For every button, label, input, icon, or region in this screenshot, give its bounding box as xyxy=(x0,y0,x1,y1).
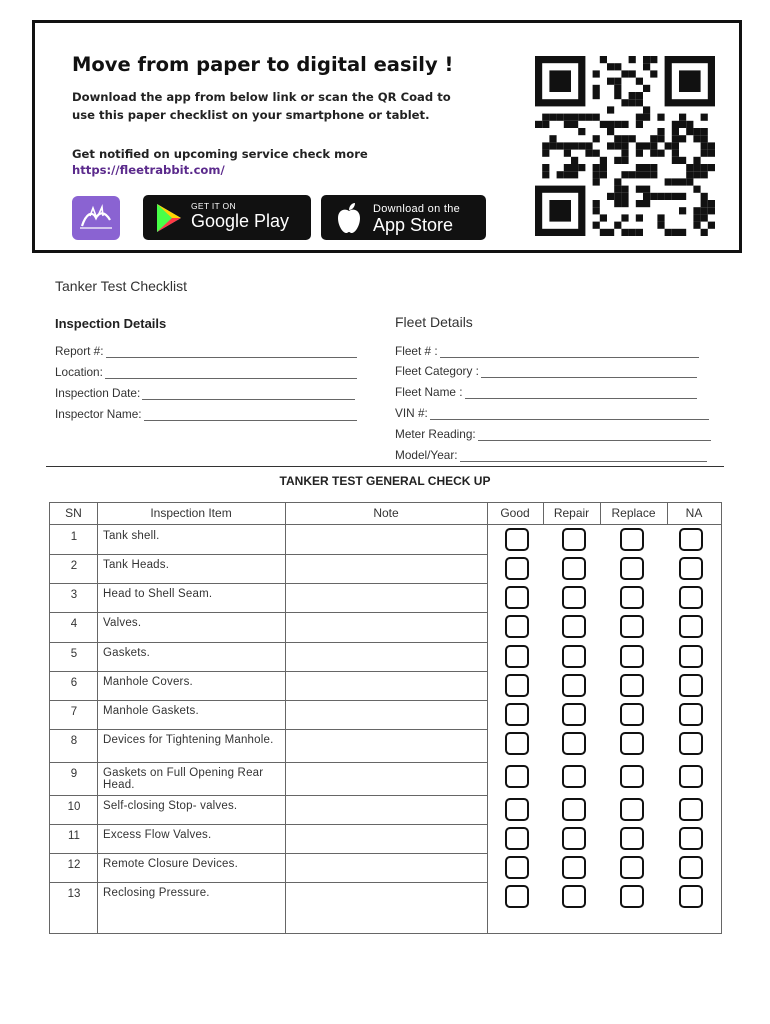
na-checkbox[interactable] xyxy=(679,528,703,551)
repair-checkbox[interactable] xyxy=(562,827,586,850)
na-checkbox[interactable] xyxy=(679,798,703,821)
good-checkbox[interactable] xyxy=(505,856,529,879)
row-sn: 13 xyxy=(67,888,81,900)
qr-code xyxy=(535,56,721,236)
inspector-name-label: Inspector Name: xyxy=(55,407,142,421)
na-checkbox[interactable] xyxy=(679,586,703,609)
replace-checkbox[interactable] xyxy=(620,765,644,788)
row-note-cell[interactable] xyxy=(286,763,486,795)
good-checkbox[interactable] xyxy=(505,765,529,788)
repair-checkbox[interactable] xyxy=(562,798,586,821)
row-sn: 7 xyxy=(70,706,78,718)
good-checkbox[interactable] xyxy=(505,645,529,668)
good-checkbox[interactable] xyxy=(505,827,529,850)
inspection-date-field[interactable] xyxy=(55,386,355,400)
replace-checkbox[interactable] xyxy=(620,827,644,850)
meter-reading-field[interactable] xyxy=(395,427,711,441)
row-sn: 2 xyxy=(70,560,78,572)
replace-checkbox[interactable] xyxy=(620,557,644,580)
row-note-cell[interactable] xyxy=(286,526,486,554)
na-checkbox[interactable] xyxy=(679,557,703,580)
fleet-category-label: Fleet Category : xyxy=(395,364,479,378)
replace-checkbox[interactable] xyxy=(620,586,644,609)
row-sn: 11 xyxy=(68,830,80,842)
row-inspection-item: Self-closing Stop- valves. xyxy=(103,800,238,812)
repair-checkbox[interactable] xyxy=(562,765,586,788)
play-triangle-icon xyxy=(155,203,183,233)
fleet-number-label: Fleet # : xyxy=(395,344,438,358)
report-number-label: Report #: xyxy=(55,344,104,358)
row-sn: 4 xyxy=(70,618,78,630)
header-sn: SN xyxy=(65,506,82,520)
repair-checkbox[interactable] xyxy=(562,856,586,879)
replace-checkbox[interactable] xyxy=(620,732,644,755)
checklist-table xyxy=(49,502,722,934)
good-checkbox[interactable] xyxy=(505,703,529,726)
na-checkbox[interactable] xyxy=(679,856,703,879)
row-inspection-item: Devices for Tightening Manhole. xyxy=(103,734,274,746)
good-checkbox[interactable] xyxy=(505,798,529,821)
repair-checkbox[interactable] xyxy=(562,645,586,668)
header-na: NA xyxy=(685,506,703,520)
fleet-number-field[interactable] xyxy=(395,344,699,358)
general-checkup-heading: TANKER TEST GENERAL CHECK UP xyxy=(279,474,491,488)
good-checkbox[interactable] xyxy=(505,674,529,697)
row-note-cell[interactable] xyxy=(286,883,486,935)
banner-title: Move from paper to digital easily ! xyxy=(72,53,454,76)
row-sn: 5 xyxy=(70,648,78,660)
inspection-date-label: Inspection Date: xyxy=(55,386,141,400)
fleet-details-heading: Fleet Details xyxy=(395,314,473,330)
apple-icon xyxy=(335,202,363,234)
row-sn: 9 xyxy=(70,768,78,780)
row-inspection-item: Tank shell. xyxy=(103,530,160,542)
repair-checkbox[interactable] xyxy=(562,674,586,697)
inspector-name-field[interactable] xyxy=(55,407,357,421)
row-inspection-item: Tank Heads. xyxy=(103,559,170,571)
replace-checkbox[interactable] xyxy=(620,885,644,908)
location-field[interactable] xyxy=(55,365,357,379)
repair-checkbox[interactable] xyxy=(562,557,586,580)
replace-checkbox[interactable] xyxy=(620,703,644,726)
good-checkbox[interactable] xyxy=(505,528,529,551)
row-note-cell[interactable] xyxy=(286,825,486,853)
vin-field[interactable] xyxy=(395,406,709,420)
google-play-big-text: Google Play xyxy=(191,211,290,231)
row-note-cell[interactable] xyxy=(286,643,486,671)
good-checkbox[interactable] xyxy=(505,557,529,580)
fleet-category-field[interactable] xyxy=(395,364,697,378)
promo-banner xyxy=(32,20,742,253)
app-store-big-text: App Store xyxy=(373,215,454,235)
na-checkbox[interactable] xyxy=(679,615,703,638)
row-sn: 8 xyxy=(70,735,78,747)
row-note-cell[interactable] xyxy=(286,854,486,882)
fleetrabbit-logo xyxy=(72,196,120,240)
replace-checkbox[interactable] xyxy=(620,856,644,879)
google-play-button[interactable] xyxy=(143,195,311,240)
row-inspection-item: Reclosing Pressure. xyxy=(103,887,210,899)
row-sn: 12 xyxy=(67,859,81,871)
na-checkbox[interactable] xyxy=(679,732,703,755)
row-inspection-item: Remote Closure Devices. xyxy=(103,858,238,870)
good-checkbox[interactable] xyxy=(505,732,529,755)
header-note: Note xyxy=(373,506,399,520)
row-note-cell[interactable] xyxy=(286,796,486,824)
good-checkbox[interactable] xyxy=(505,885,529,908)
row-inspection-item: Manhole Gaskets. xyxy=(103,705,199,717)
row-note-cell[interactable] xyxy=(286,584,486,612)
checklist-title: Tanker Test Checklist xyxy=(55,278,188,294)
report-number-field[interactable] xyxy=(55,344,357,358)
replace-checkbox[interactable] xyxy=(620,645,644,668)
na-checkbox[interactable] xyxy=(679,765,703,788)
good-checkbox[interactable] xyxy=(505,586,529,609)
row-inspection-item: Excess Flow Valves. xyxy=(103,829,212,841)
app-store-button[interactable] xyxy=(321,195,486,240)
inspection-details-heading: Inspection Details xyxy=(55,316,167,331)
na-checkbox[interactable] xyxy=(679,674,703,697)
row-sn: 10 xyxy=(67,801,81,813)
location-label: Location: xyxy=(55,365,103,379)
fleet-name-field[interactable] xyxy=(395,385,697,399)
google-play-small-text: GET IT ON xyxy=(191,201,236,211)
banner-description: Download the app from below link or scan the QR Coad to use this paper checklist on your smartphone or tablet. xyxy=(72,90,451,122)
na-checkbox[interactable] xyxy=(679,703,703,726)
row-note-cell[interactable] xyxy=(286,555,486,583)
app-store-small-text: Download on the xyxy=(373,203,461,215)
model-year-label: Model/Year: xyxy=(395,448,458,462)
header-repair: Repair xyxy=(553,506,590,520)
repair-checkbox[interactable] xyxy=(562,703,586,726)
fleet-name-label: Fleet Name : xyxy=(395,385,463,399)
na-checkbox[interactable] xyxy=(679,885,703,908)
row-inspection-item: Head to Shell Seam. xyxy=(103,588,213,600)
section-divider xyxy=(46,466,724,467)
row-inspection-item: Gaskets on Full Opening Rear Head. xyxy=(103,767,264,791)
meter-reading-label: Meter Reading: xyxy=(395,427,476,441)
repair-checkbox[interactable] xyxy=(562,528,586,551)
replace-checkbox[interactable] xyxy=(620,674,644,697)
na-checkbox[interactable] xyxy=(679,645,703,668)
replace-checkbox[interactable] xyxy=(620,798,644,821)
banner-notify-text: Get notified on upcoming service check more xyxy=(72,147,368,161)
row-sn: 1 xyxy=(70,531,78,543)
header-replace: Replace xyxy=(611,506,656,520)
row-note-cell[interactable] xyxy=(286,701,486,729)
repair-checkbox[interactable] xyxy=(562,615,586,638)
row-sn: 3 xyxy=(70,589,78,601)
repair-checkbox[interactable] xyxy=(562,586,586,609)
website-link[interactable]: https://fleetrabbit.com/ xyxy=(72,163,225,177)
row-inspection-item: Valves. xyxy=(103,617,142,629)
vin-label: VIN #: xyxy=(395,406,428,420)
replace-checkbox[interactable] xyxy=(620,615,644,638)
row-note-cell[interactable] xyxy=(286,672,486,700)
model-year-field[interactable] xyxy=(395,448,707,462)
row-note-cell[interactable] xyxy=(286,613,486,642)
row-inspection-item: Manhole Covers. xyxy=(103,676,193,688)
repair-checkbox[interactable] xyxy=(562,885,586,908)
good-checkbox[interactable] xyxy=(505,615,529,638)
header-inspection-item: Inspection Item xyxy=(150,506,232,520)
na-checkbox[interactable] xyxy=(679,827,703,850)
header-good: Good xyxy=(500,506,530,520)
row-inspection-item: Gaskets. xyxy=(103,647,150,659)
repair-checkbox[interactable] xyxy=(562,732,586,755)
row-note-cell[interactable] xyxy=(286,730,486,762)
replace-checkbox[interactable] xyxy=(620,528,644,551)
row-sn: 6 xyxy=(70,677,78,689)
